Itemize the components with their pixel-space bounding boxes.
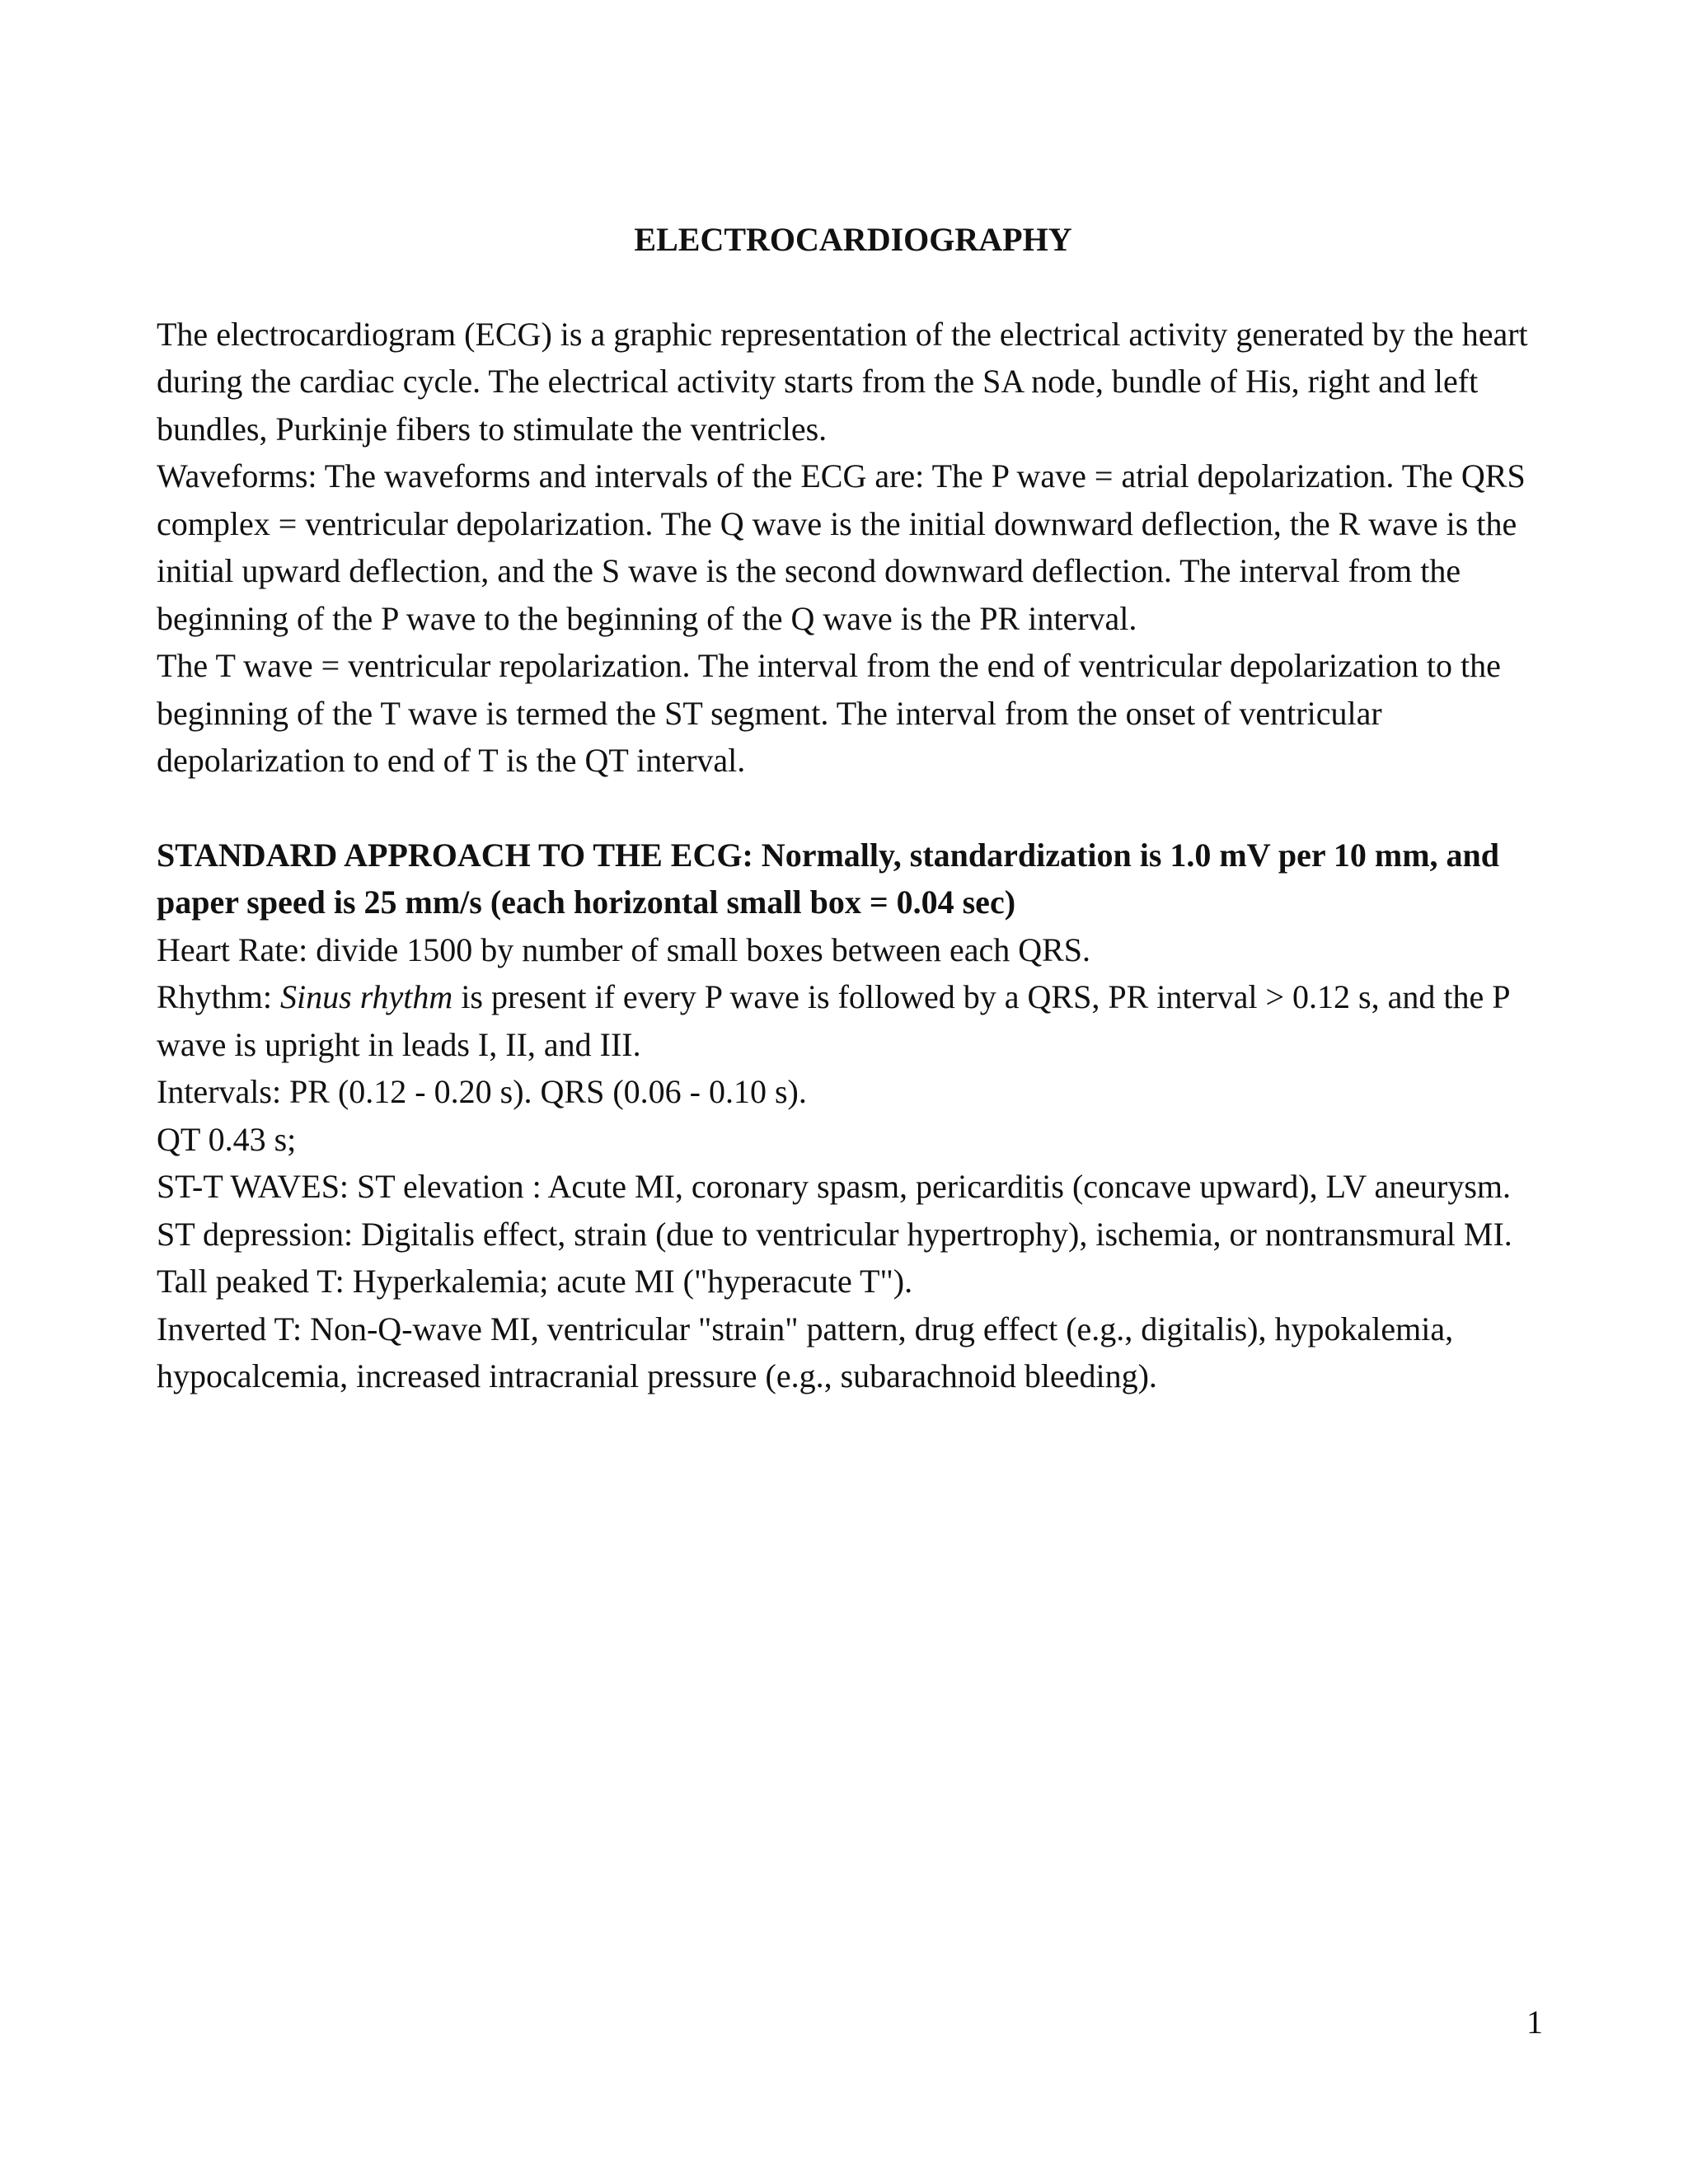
rhythm-prefix: Rhythm: (157, 978, 281, 1015)
standard-approach-heading: STANDARD APPROACH TO THE ECG: Normally, standardization is 1.0 mV per 10 mm, and paper speed is 25 mm/s (each horizontal small box = 0.04 sec) (157, 836, 1500, 921)
spacer (157, 785, 1533, 832)
intervals-line: Intervals: PR (0.12 - 0.20 s). QRS (0.06 - 0.10 s). (157, 1073, 807, 1110)
waveforms-paragraph: Waveforms: The waveforms and intervals of the ECG are: The P wave = atrial depolarization. The QRS complex = ventricular depolarization. The Q wave is the initial downward deflection, the R wave is the initial upward deflection, and the S wave is the second downward deflection. The interval from the beginning of the P wave to the beginning of the Q wave is the PR interval. (157, 457, 1526, 637)
document-body (157, 216, 1533, 1400)
st-depression-line: ST depression: Digitalis effect, strain (due to ventricular hypertrophy), ischemia, or nontransmural MI. (157, 1215, 1512, 1253)
intro-paragraph: The electrocardiogram (ECG) is a graphic representation of the electrical activity generated by the heart during the cardiac cycle. The electrical activity starts from the SA node, bundle of His, right and left bundles, Purkinje fibers to stimulate the ventricles. (157, 315, 1528, 448)
st-elevation-line: ST-T WAVES: ST elevation : Acute MI, coronary spasm, pericarditis (concave upward), LV aneurysm. (157, 1168, 1512, 1205)
page-title: ELECTROCARDIOGRAPHY (634, 221, 1072, 258)
page-number: 1 (1526, 2004, 1543, 2041)
qt-line: QT 0.43 s; (157, 1120, 297, 1158)
sinus-rhythm-term: Sinus rhythm (280, 978, 453, 1015)
spacer (157, 264, 1533, 311)
inverted-t-line: Inverted T: Non-Q-wave MI, ventricular "strain" pattern, drug effect (e.g., digitalis), hypokalemia, hypocalcemia, increased intracranial pressure (e.g., subarachnoid bleeding). (157, 1310, 1454, 1394)
heart-rate-line: Heart Rate: divide 1500 by number of small boxes between each QRS. (157, 930, 1091, 968)
rhythm-line (157, 973, 1533, 1068)
rhythm-suffix: is present if every P wave is followed by a QRS, PR interval > 0.12 s, and the P wave is upright in leads I, II, and III. (157, 978, 1509, 1063)
t-wave-paragraph: The T wave = ventricular repolarization. The interval from the end of ventricular depolarization to the beginning of the T wave is termed the ST segment. The interval from the onset of ventricular depolarization to end of T is the QT interval. (157, 647, 1501, 779)
tall-peaked-t-line: Tall peaked T: Hyperkalemia; acute MI ("hyperacute T"). (157, 1263, 913, 1300)
